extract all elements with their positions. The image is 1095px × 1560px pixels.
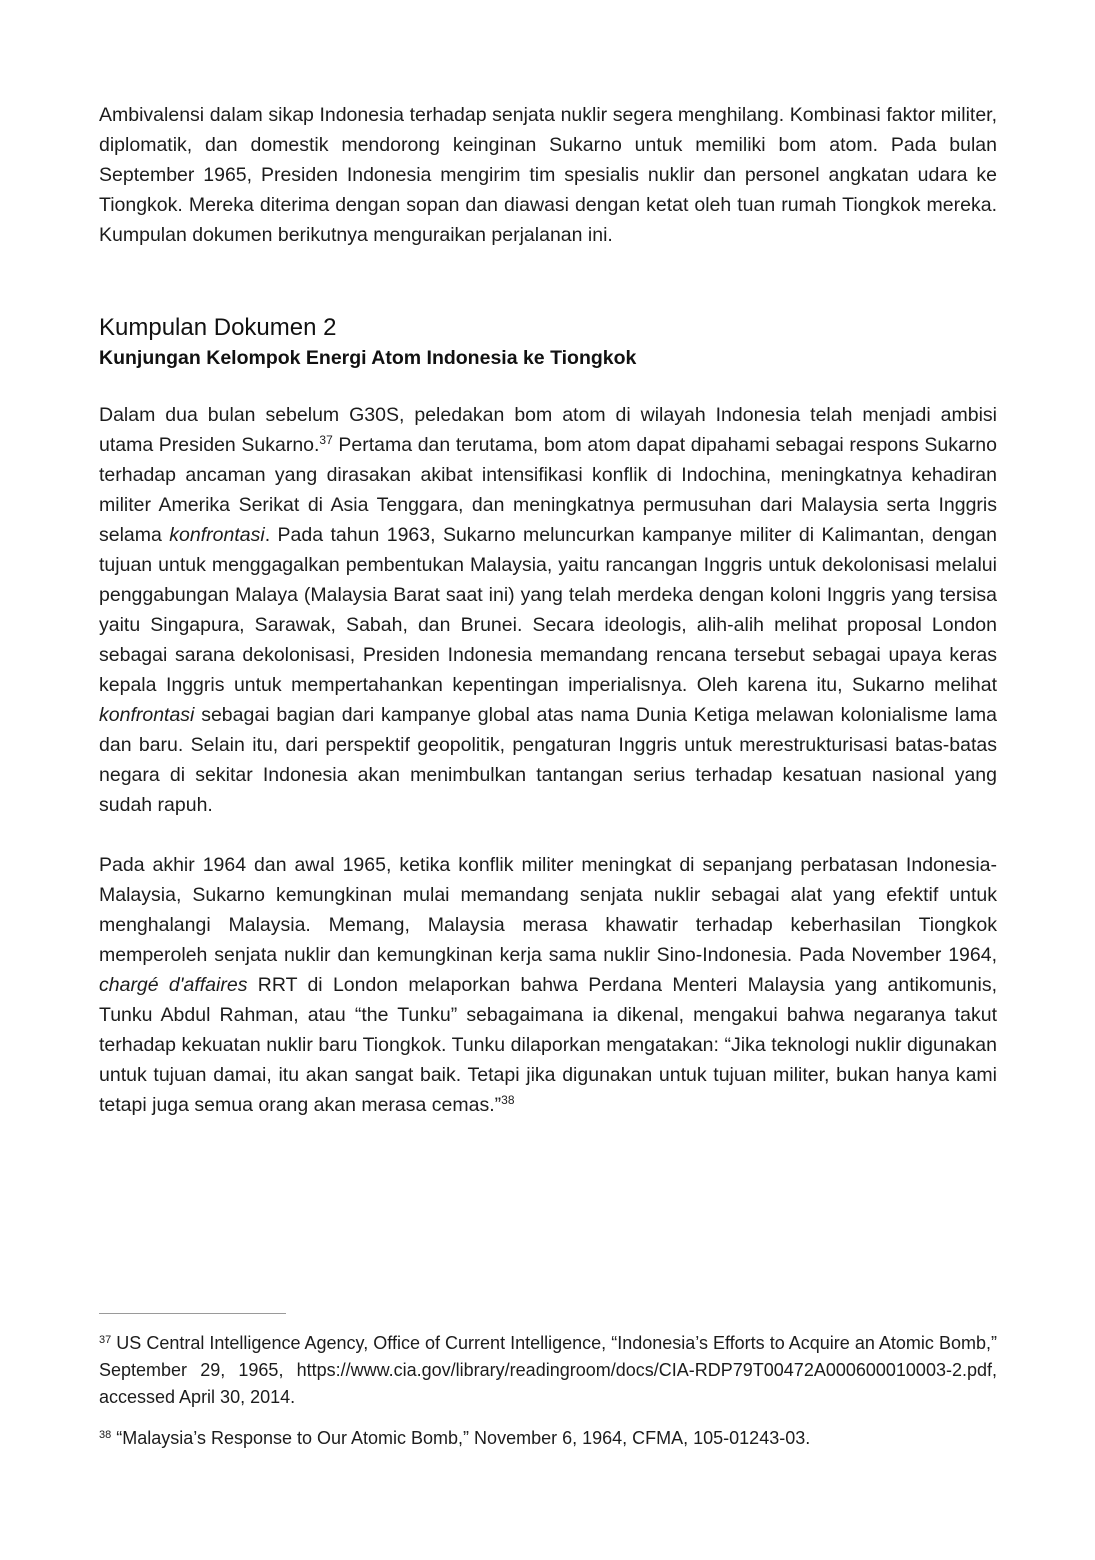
section-subtitle: Kunjungan Kelompok Energi Atom Indonesia ke Tiongkok [99,347,637,369]
body-paragraph-2 [99,850,997,1120]
footnote-text: US Central Intelligence Agency, Office of Current Intelligence, “Indonesia’s Efforts to Acquire an Atomic Bomb,” September 29, 1965, https://www.cia.gov/library/readingroom/docs/CIA-RDP79T00472A000600010003-2.pdf, accessed April 30, 2014. [99,1333,997,1407]
footnote-text: “Malaysia’s Response to Our Atomic Bomb,” November 6, 1964, CFMA, 105-01243-03. [111,1428,811,1448]
footnote-number: 37 [99,1334,112,1346]
footnote-ref-38[interactable]: 38 [501,1093,515,1107]
text-span: Dalam dua bulan sebelum G30S, peledakan bom atom di wilayah Indonesia telah menjadi ambisi utama Presiden Sukarno. [99,404,997,456]
text-span: Pertama dan terutama, bom atom dapat dipahami sebagai respons Sukarno terhadap ancaman yang dirasakan akibat intensifikasi konflik di Indochina, meningkatnya kehadiran militer Amerika Serikat di Asia Tenggara, dan meningkatnya permusuhan dari Malaysia serta Inggris selama [99,434,997,546]
footnote-divider [99,1313,286,1314]
section-title: Kumpulan Dokumen 2 [99,314,337,341]
text-span: sebagai bagian dari kampanye global atas nama Dunia Ketiga melawan kolonialisme lama dan baru. Selain itu, dari perspektif geopolitik, pengaturan Inggris untuk merestrukturisasi batas-batas negara di sekitar Indonesia akan menimbulkan tantangan serius terhadap kesatuan nasional yang sudah rapuh. [99,704,997,816]
intro-paragraph: Ambivalensi dalam sikap Indonesia terhadap senjata nuklir segera menghilang. Kombinasi faktor militer, diplomatik, dan domestik mendorong keinginan Sukarno untuk memiliki bom atom. Pada bulan September 1965, Presiden Indonesia mengirim tim spesialis nuklir dan personel angkatan udara ke Tiongkok. Mereka diterima dengan sopan dan diawasi dengan ketat oleh tuan rumah Tiongkok mereka. Kumpulan dokumen berikutnya menguraikan perjalanan ini. [99,104,997,246]
footnote-number: 38 [99,1429,112,1441]
body-paragraph-1 [99,400,997,820]
footnote-38 [99,1425,997,1452]
document-body [99,100,997,1120]
text-span: . Pada tahun 1963, Sukarno meluncurkan kampanye militer di Kalimantan, dengan tujuan untuk menggagalkan pembentukan Malaysia, yaitu rancangan Inggris untuk dekolonisasi melalui penggabungan Malaya (Malaysia Barat saat ini) yang telah merdeka dengan koloni Inggris yang tersisa yaitu Singapura, Sarawak, Sabah, dan Brunei. Secara ideologis, alih-alih melihat proposal London sebagai sarana dekolonisasi, Presiden Indonesia memandang rencana tersebut sebagai upaya keras kepala Inggris untuk mempertahankan kepentingan imperialisnya. Oleh karena itu, Sukarno melihat [99,524,997,696]
italic-term: konfrontasi [99,704,195,726]
text-span: Pada akhir 1964 dan awal 1965, ketika konflik militer meningkat di sepanjang perbatasan Indonesia-Malaysia, Sukarno kemungkinan mulai memandang senjata nuklir sebagai alat yang efektif untuk menghalangi Malaysia. Memang, Malaysia merasa khawatir terhadap keberhasilan Tiongkok memperoleh senjata nuklir dan kemungkinan kerja sama nuklir Sino-Indonesia. Pada November 1964, [99,854,997,966]
footnote-37 [99,1330,997,1411]
footnotes [99,1330,997,1452]
text-span: RRT di London melaporkan bahwa Perdana Menteri Malaysia yang antikomunis, Tunku Abdul Rahman, atau “the Tunku” sebagaimana ia dikenal, mengakui bahwa negaranya takut terhadap kekuatan nuklir baru Tiongkok. Tunku dilaporkan mengatakan: “Jika teknologi nuklir digunakan untuk tujuan damai, itu akan sangat baik. Tetapi jika digunakan untuk tujuan militer, bukan hanya kami tetapi juga semua orang akan merasa cemas.” [99,974,997,1116]
italic-term: konfrontasi [169,524,265,546]
italic-term: chargé d'affaires [99,974,248,996]
footnote-ref-37[interactable]: 37 [319,433,333,447]
